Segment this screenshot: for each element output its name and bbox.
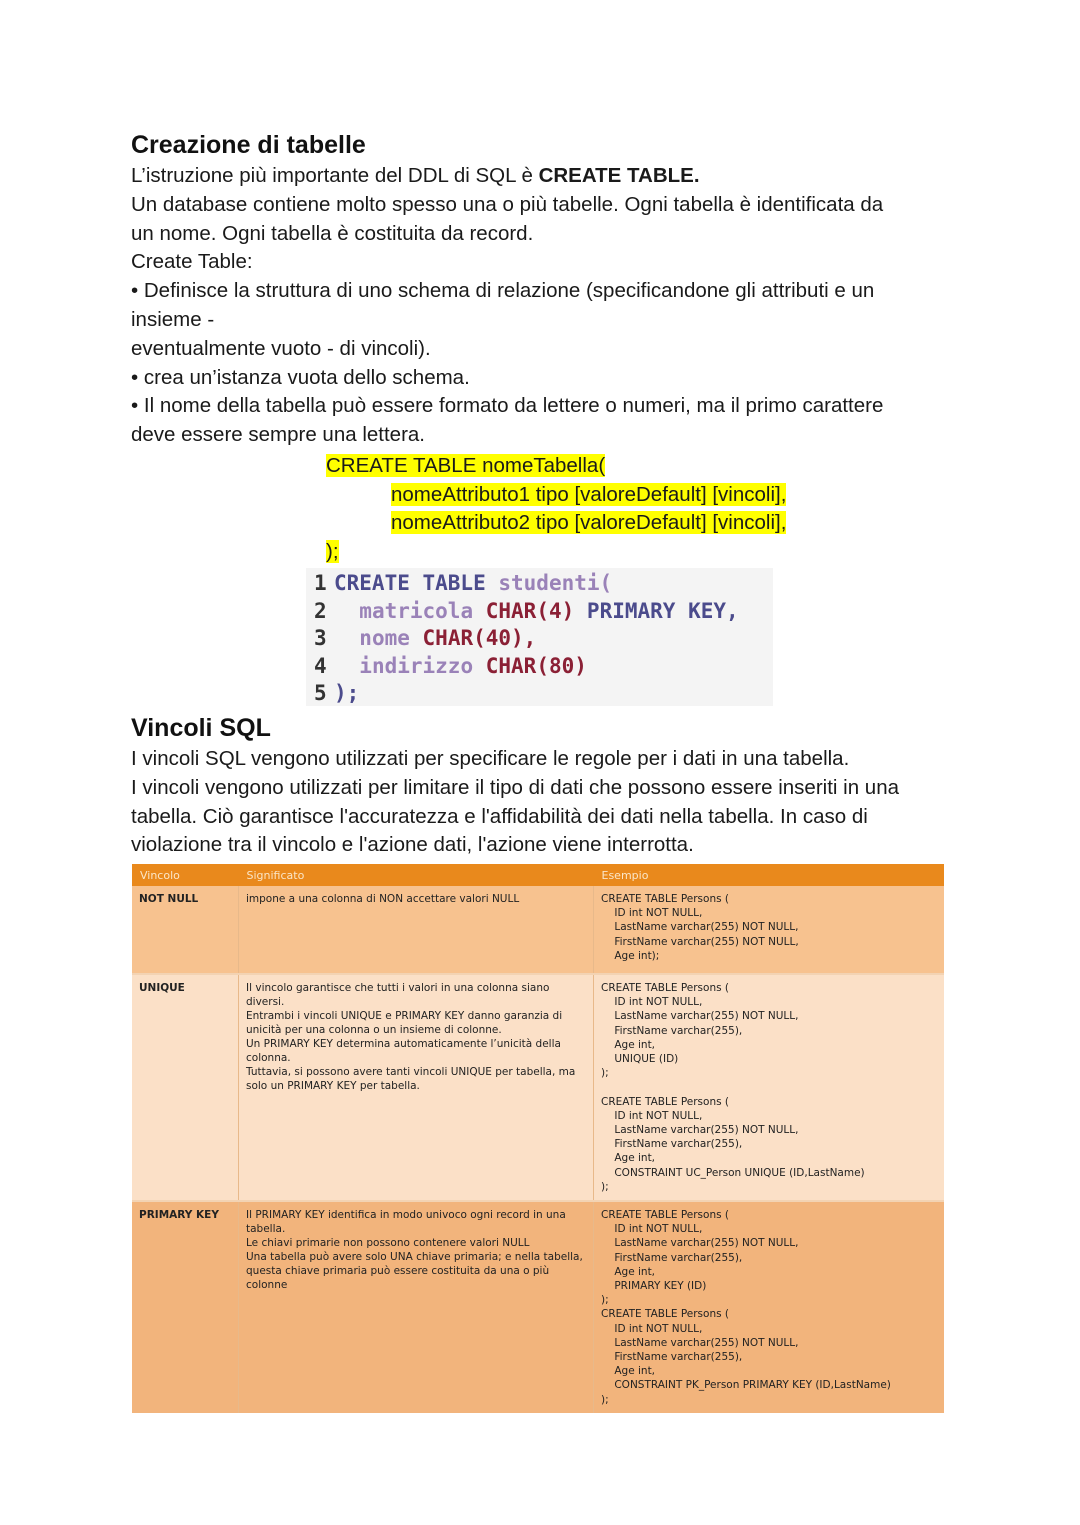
meaning-line: tabella. [246, 1223, 286, 1236]
text-line: eventualmente vuoto - di vincoli). [131, 336, 431, 360]
line-number: 3 [314, 626, 327, 650]
text-line: I vincoli SQL vengono utilizzati per specificare le regole per i dati in una tabella. [131, 747, 850, 770]
section-vincoli-text [131, 745, 961, 860]
code-keyword: ); [334, 681, 360, 705]
example-code: CREATE TABLE Persons ( ID int NOT NULL, LastName varchar(255) NOT NULL, FirstName varchar(255) NOT NULL, Age int); [601, 893, 799, 962]
meaning-line: Entrambi i vincoli UNIQUE e PRIMARY KEY danno garanzia di [246, 1010, 563, 1022]
code-keyword: CREATE TABLE [334, 571, 486, 595]
code-size: (4) [536, 598, 575, 623]
text-line: tabella. Ciò garantisce l'accuratezza e l'affidabilità dei dati nella tabella. In caso di [131, 804, 868, 828]
constraint-name: UNIQUE [132, 974, 239, 1201]
constraint-example [594, 886, 945, 974]
constraint-example [594, 1201, 945, 1413]
meaning-line: Il PRIMARY KEY identifica in modo univoco ogni record in una [246, 1209, 566, 1222]
text-line: Create Table: [131, 250, 253, 274]
intro-paragraph [131, 162, 951, 191]
meaning-line: Le chiavi primarie non possono contenere valori NULL [246, 1237, 530, 1250]
table-row [132, 1201, 944, 1413]
code-example-image [306, 568, 773, 706]
line-number: 4 [314, 653, 327, 678]
code-keyword: PRIMARY KEY, [586, 598, 739, 623]
table-header-row [132, 864, 944, 886]
table-row [132, 886, 944, 974]
meaning-line: Una tabella può avere solo UNA chiave primaria; e nella tabella, [246, 1251, 583, 1264]
meaning-line: colonna. [246, 1052, 291, 1064]
constraint-name: PRIMARY KEY [132, 1201, 239, 1413]
code-type: CHAR [422, 626, 474, 650]
intro-bold: CREATE TABLE. [538, 164, 700, 187]
code-identifier: indirizzo [359, 653, 474, 678]
meaning-line: unicità per una colonna o un insieme di colonne. [246, 1024, 502, 1036]
template-line: nomeAttributo1 tipo [valoreDefault] [vincoli], [391, 482, 787, 506]
meaning-line: Tuttavia, si possono avere tanti vincoli UNIQUE per tabella, ma [246, 1066, 576, 1078]
meaning-line: questa chiave primaria può essere costituita da una o più [246, 1265, 550, 1278]
bullet-line: • Il nome della tabella può essere formato da lettere o numeri, ma il primo carattere [131, 394, 884, 418]
meaning-line: solo un PRIMARY KEY per tabella. [246, 1080, 420, 1092]
code-type: CHAR [485, 598, 537, 623]
meaning-line: diversi. [246, 996, 285, 1008]
code-identifier: nome [359, 626, 410, 650]
constraints-table [132, 864, 944, 1413]
meaning-line: colonne [246, 1279, 288, 1292]
text-line: un nome. Ogni tabella è costituita da record. [131, 221, 534, 245]
line-number: 1 [314, 571, 327, 595]
text-line: Un database contiene molto spesso una o più tabelle. Ogni tabella è identificata da [131, 192, 884, 216]
constraint-meaning: impone a una colonna di NON accettare valori NULL [239, 886, 594, 974]
template-line: nomeAttributo2 tipo [valoreDefault] [vincoli], [391, 511, 787, 535]
example-code: CREATE TABLE Persons ( ID int NOT NULL, LastName varchar(255) NOT NULL, FirstName varchar(255), Age int, PRIMARY KEY (ID) ); CREATE TABLE Persons ( ID int NOT NULL, LastName varchar(255) NOT NULL, FirstName varchar(255), Age int, CONSTRAINT PK_Person PRIMARY KEY (ID,LastName) ); [601, 1209, 891, 1406]
bullet-line: • Definisce la struttura di uno schema di relazione (specificandone gli attributi e un [131, 279, 875, 303]
code-type: CHAR [485, 653, 537, 678]
template-line: ); [326, 539, 339, 563]
section-title: Vincoli SQL [131, 714, 271, 742]
text-line: violazione tra il vincolo e l'azione dati, l'azione viene interrotta. [131, 833, 694, 857]
intro-text: L’istruzione più importante del DDL di SQL è [131, 164, 539, 187]
meaning-line: Un PRIMARY KEY determina automaticamente l’unicità della [246, 1038, 561, 1050]
code-size: (80) [536, 653, 587, 678]
column-header: Significato [239, 864, 594, 886]
template-line: CREATE TABLE nomeTabella( [326, 454, 606, 477]
constraint-meaning [239, 1201, 594, 1413]
line-number: 2 [314, 598, 327, 623]
column-header: Vincolo [132, 864, 239, 886]
text-line: I vincoli vengono utilizzati per limitare il tipo di dati che possono essere inseriti in una [131, 775, 900, 799]
text-line: deve essere sempre una lettera. [131, 423, 425, 447]
section-title: Creazione di tabelle [131, 131, 366, 159]
code-size: (40), [473, 626, 537, 650]
syntax-template [326, 452, 786, 566]
code-identifier: studenti( [498, 571, 613, 595]
text-line: insieme - [131, 307, 215, 331]
section-creazione [131, 128, 951, 450]
code-identifier: matricola [359, 598, 474, 623]
bullet-line: • crea un’istanza vuota dello schema. [131, 365, 470, 389]
constraint-example [594, 974, 945, 1201]
meaning-line: Il vincolo garantisce che tutti i valori in una colonna siano [246, 982, 550, 994]
constraint-name: NOT NULL [132, 886, 239, 974]
line-number: 5 [314, 681, 327, 705]
constraint-meaning [239, 974, 594, 1201]
table-row [132, 974, 944, 1201]
example-code: CREATE TABLE Persons ( ID int NOT NULL, LastName varchar(255) NOT NULL, FirstName varchar(255), Age int, UNIQUE (ID) ); CREATE TABLE Persons ( ID int NOT NULL, LastName varchar(255) NOT NULL, FirstName varchar(255), Age int, CONSTRAINT UC_Person UNIQUE (ID,LastName) ); [601, 982, 865, 1193]
column-header: Esempio [594, 864, 945, 886]
